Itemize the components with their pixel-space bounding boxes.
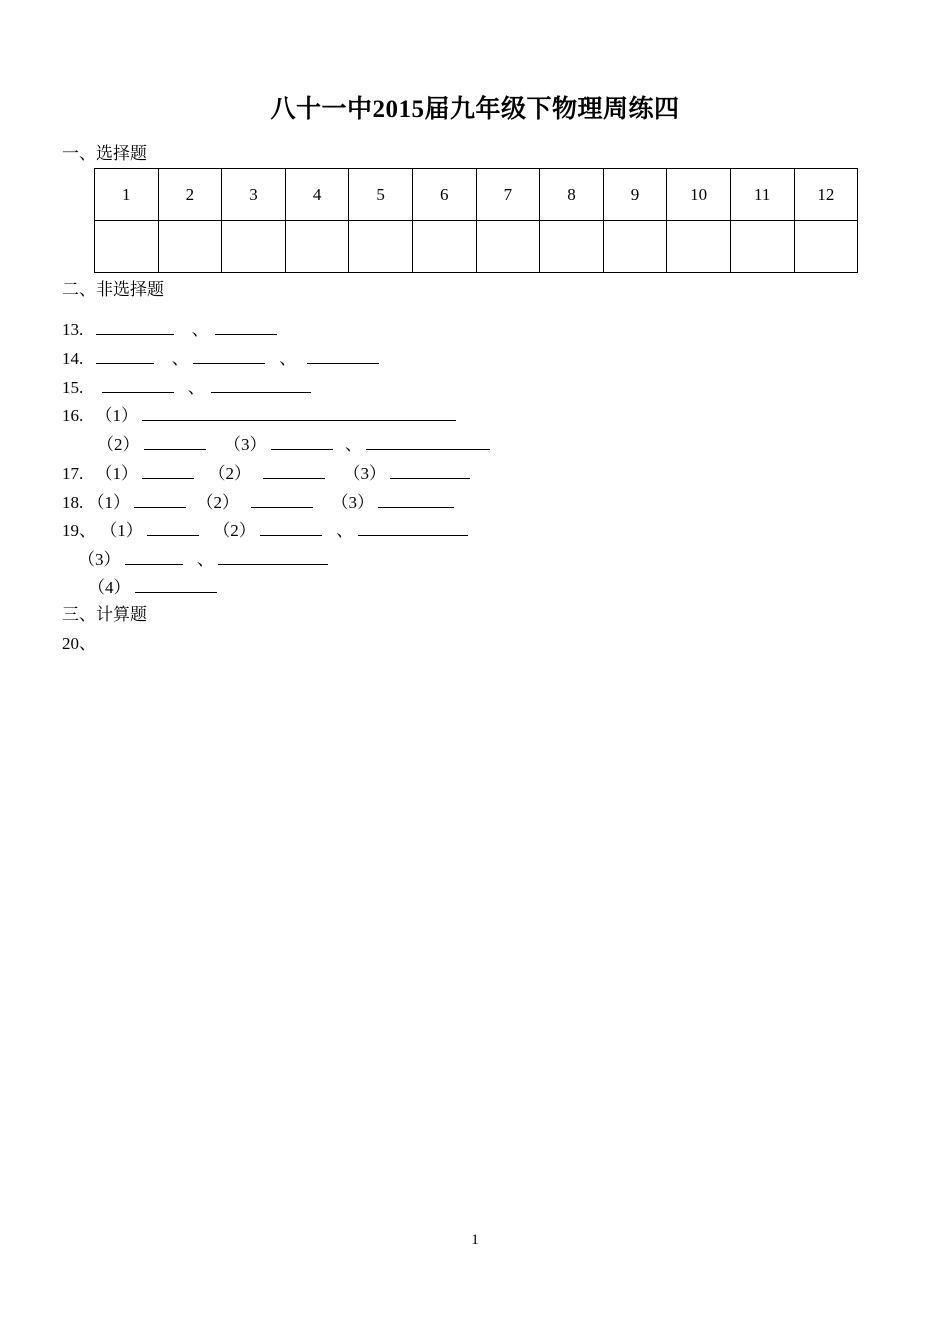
part-label: （3） xyxy=(78,550,121,569)
answer-blank[interactable] xyxy=(193,346,265,364)
answer-blank[interactable] xyxy=(271,432,333,450)
answer-cell[interactable] xyxy=(794,221,858,273)
question-number-cell: 6 xyxy=(412,169,476,221)
part-label: （1） xyxy=(87,493,130,512)
question-number-cell: 5 xyxy=(349,169,413,221)
part-label: （2） xyxy=(213,521,256,540)
answer-grid-answer-row xyxy=(95,221,858,273)
question-number-cell: 11 xyxy=(730,169,794,221)
part-label: （3） xyxy=(224,435,267,454)
question-number-cell: 8 xyxy=(540,169,604,221)
answer-blank[interactable] xyxy=(218,547,328,565)
question-18 xyxy=(62,490,454,514)
separator: 、 xyxy=(171,349,189,368)
question-19-continued xyxy=(78,547,328,571)
answer-blank[interactable] xyxy=(390,461,470,479)
question-number: 16. xyxy=(62,406,84,425)
question-number-cell: 1 xyxy=(95,169,159,221)
answer-cell[interactable] xyxy=(349,221,413,273)
answer-blank[interactable] xyxy=(135,575,217,593)
question-14 xyxy=(62,346,379,370)
part-label: （4） xyxy=(88,578,131,597)
answer-blank[interactable] xyxy=(260,518,322,536)
answer-blank[interactable] xyxy=(211,375,311,393)
part-label: （1） xyxy=(95,406,138,425)
part-label: （1） xyxy=(95,464,138,483)
answer-blank[interactable] xyxy=(263,461,325,479)
separator: 、 xyxy=(187,378,205,397)
separator: 、 xyxy=(191,320,209,339)
answer-cell[interactable] xyxy=(540,221,604,273)
answer-blank[interactable] xyxy=(378,490,454,508)
answer-cell[interactable] xyxy=(603,221,667,273)
question-19-part4 xyxy=(88,575,217,599)
question-number: 14. xyxy=(62,349,84,368)
question-number: 15. xyxy=(62,378,84,397)
question-number: 18. xyxy=(62,493,84,512)
answer-cell[interactable] xyxy=(730,221,794,273)
section-heading-calculation: 三、计算题 xyxy=(62,605,147,624)
question-20 xyxy=(62,633,96,655)
page-number: 1 xyxy=(471,1232,479,1248)
answer-grid xyxy=(94,168,858,273)
answer-cell[interactable] xyxy=(158,221,222,273)
answer-cell[interactable] xyxy=(285,221,349,273)
question-19 xyxy=(62,518,468,542)
question-number-cell: 10 xyxy=(667,169,731,221)
question-number-cell: 7 xyxy=(476,169,540,221)
question-number-cell: 9 xyxy=(603,169,667,221)
question-number-cell: 2 xyxy=(158,169,222,221)
answer-blank[interactable] xyxy=(358,518,468,536)
separator: 、 xyxy=(279,349,297,368)
answer-cell[interactable] xyxy=(412,221,476,273)
answer-cell[interactable] xyxy=(95,221,159,273)
answer-blank[interactable] xyxy=(125,547,183,565)
part-label: （3） xyxy=(331,493,374,512)
answer-blank[interactable] xyxy=(102,375,174,393)
answer-cell[interactable] xyxy=(476,221,540,273)
question-number-cell: 4 xyxy=(285,169,349,221)
part-label: （3） xyxy=(343,464,386,483)
answer-blank[interactable] xyxy=(147,518,199,536)
question-17 xyxy=(62,461,470,485)
answer-blank[interactable] xyxy=(251,490,313,508)
answer-cell[interactable] xyxy=(222,221,286,273)
question-number-cell: 3 xyxy=(222,169,286,221)
separator: 、 xyxy=(345,435,362,454)
question-16 xyxy=(62,403,456,427)
answer-blank[interactable] xyxy=(96,346,154,364)
answer-blank[interactable] xyxy=(366,432,490,450)
question-number-cell: 12 xyxy=(794,169,858,221)
question-number: 13. xyxy=(62,320,84,339)
answer-blank[interactable] xyxy=(134,490,186,508)
question-13 xyxy=(62,317,277,341)
answer-grid-number-row xyxy=(95,169,858,221)
part-label: （2） xyxy=(196,493,239,512)
answer-blank[interactable] xyxy=(144,432,206,450)
section-heading-choice: 一、选择题 xyxy=(62,144,147,163)
part-label: （2） xyxy=(97,435,140,454)
section-heading-nonchoice: 二、非选择题 xyxy=(62,280,164,299)
question-16-continued xyxy=(97,432,490,456)
part-label: （1） xyxy=(100,521,143,540)
question-number: 17. xyxy=(62,464,84,483)
answer-blank[interactable] xyxy=(215,317,277,335)
page-title: 八十一中2015届九年级下物理周练四 xyxy=(270,96,680,123)
answer-blank[interactable] xyxy=(307,346,379,364)
separator: 、 xyxy=(197,550,214,569)
question-number: 20、 xyxy=(62,634,96,653)
answer-cell[interactable] xyxy=(667,221,731,273)
question-15 xyxy=(62,375,311,399)
answer-blank[interactable] xyxy=(142,461,194,479)
question-number: 19、 xyxy=(62,521,96,540)
answer-blank[interactable] xyxy=(142,403,456,421)
separator: 、 xyxy=(336,521,354,540)
part-label: （2） xyxy=(208,464,251,483)
answer-blank[interactable] xyxy=(96,317,174,335)
